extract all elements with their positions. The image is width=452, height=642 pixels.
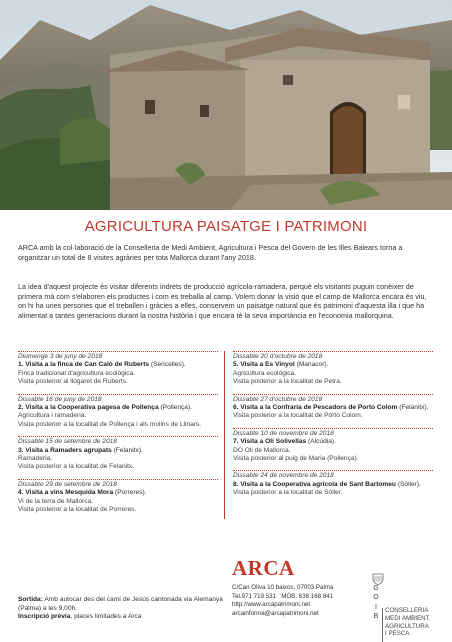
visit-name: Visita a Oli Solivellas [240, 438, 307, 446]
intro-text-1: amb la col·laboració de la Conselleria de Medi Ambient, Agricultura i Pesca del Govern de les Illes Balears torna a organitzar un total de 8 visites agràries per tota Mallorca durant l'any 2018. [18, 243, 403, 262]
visit-number: 7. [233, 438, 239, 446]
goib-line: AGRICULTURA [385, 622, 429, 630]
sortida-text: Amb autocar des del camí de Jesús cantonada via Alemanya (Palma) a les 9,00h. [18, 596, 223, 612]
visit-name: Visita a la Cooperativa agrícola de Sant Bartomeu [240, 480, 396, 488]
column-divider [224, 351, 225, 519]
goib-department [385, 607, 430, 638]
visit-name: Visita a la finca de Can Calò de Ruberts [25, 361, 150, 369]
visit-place: (Alcúdia). [308, 438, 336, 446]
contact-mob: MÒB. 638 168 841 [281, 592, 334, 600]
visit-title [18, 361, 218, 369]
visit-number: 2. [18, 404, 24, 412]
goib-letters [372, 584, 380, 622]
visit-date: Dissabte 29 de setembre de 2018 [18, 480, 117, 488]
contact-tel: Tel.971 719 531 [232, 592, 277, 600]
contact-email-link[interactable]: arcainforma@arcapatrimoni.net [232, 609, 319, 617]
visit-detail: Visita posterior a la localitat de Pollença i als molins de Llinars. [18, 420, 202, 428]
arca-inline-name: ARCA [18, 243, 38, 252]
visit-item [18, 394, 218, 430]
visit-item [233, 351, 433, 387]
visits-column-left [18, 351, 218, 522]
visit-item [233, 394, 433, 421]
visit-name: Visita a la Confraria de Pescadors de Porto Colom [240, 404, 398, 412]
farmhouse-illustration [0, 0, 452, 210]
departure-info [18, 596, 228, 622]
visit-date: Dissabte 15 de setembre de 2018 [18, 438, 117, 446]
visit-number: 5. [233, 361, 239, 369]
visit-date: Dissabte 24 de novembre de 2018 [233, 472, 334, 480]
visit-date: Diumenge 3 de juny de 2018 [18, 353, 103, 360]
visit-detail: DO Oli de Mallorca. [233, 446, 291, 454]
contact-web-link[interactable]: http://www.arcapatrimoni.net [232, 601, 311, 609]
visit-title [233, 404, 433, 412]
intro-paragraph-2: La idea d'aquest projecte és visitar diferents indrets de producció agrícola-ramadera, perquè els visitants puguin conèixer de primera mà com s'elaboren els productes i com es treballa al camp. Volem donar la visió que el camp de Mallorca encara és viu, on hi ha unes persones que el treballen i gràcies a elles, conservem un paisatge natural que és patrimoni d'aquesta illa i que ha alimentat a tantes generacions durant la nostra història i que encara té la seva importància en l'economia mallorquina. [18, 282, 427, 320]
visits-column-right [233, 351, 433, 505]
visit-title [233, 438, 433, 446]
visit-detail: Agricultura ecològica. [233, 369, 297, 377]
contact-address: C/Can Oliva 10 baixos, 07003 Palma [232, 584, 334, 591]
visit-number: 3. [18, 446, 24, 454]
visit-place: (Sóller). [397, 480, 421, 488]
farmhouse-photo [0, 0, 452, 210]
visit-item [18, 436, 218, 472]
visit-detail: Visita posterior al puig de Maria (Pollença). [233, 455, 359, 463]
visit-detail: Ramaderia. [18, 455, 53, 463]
contact-block [232, 584, 372, 618]
goib-line: MEDI AMBIENT, [385, 614, 431, 622]
visit-name: Visita a vins Mesquida Mora [25, 489, 114, 497]
visit-item [18, 479, 218, 515]
visit-detail: Visita posterior al llogaret de Ruberts. [18, 378, 128, 386]
visit-number: 6. [233, 404, 239, 412]
visit-detail: Visita posterior a la localitat de Sóller. [233, 489, 343, 497]
goib-line: CONSELLERIA [385, 607, 429, 614]
goib-letter: I [375, 603, 377, 611]
goib-line: I PESCA [385, 630, 410, 638]
visit-number: 1. [18, 361, 24, 369]
visit-item [18, 351, 218, 387]
visit-detail: Visita posterior a la localitat de Felanitx. [18, 463, 135, 471]
visit-place: (Pollença). [160, 404, 192, 412]
visit-title [18, 489, 218, 497]
inscripcio-text: , places limitades a Arca [70, 613, 142, 621]
visit-item [233, 428, 433, 464]
visit-date: Dissabte 16 de juny de 2018 [18, 395, 102, 403]
visit-title [233, 361, 433, 369]
visit-place: (Felanitx). [113, 446, 143, 454]
visit-detail: Visita posterior a la localitat de Porreres. [18, 506, 137, 514]
visit-title [18, 404, 218, 412]
sortida-label: Sortida: [18, 596, 43, 603]
visit-date: Dissabte 20 d'octubre de 2018 [233, 353, 323, 360]
visit-detail: Finca tradicional d'agricultura ecològica. [18, 369, 136, 377]
visit-name: Visita a la Cooperativa pagesa de Pollença [25, 404, 159, 412]
visit-date: Dissabte 27 d'octubre de 2018 [233, 395, 323, 403]
page-title: AGRICULTURA PAISATGE I PATRIMONI [84, 218, 368, 235]
visit-detail: Vi de la terra de Mallorca. [18, 497, 94, 505]
visit-title [18, 447, 218, 455]
inscripcio-label: Inscripció prèvia [18, 613, 71, 621]
arca-logo: ARCA [232, 556, 295, 580]
visit-item [233, 470, 433, 497]
contact-phones [232, 593, 372, 602]
goib-letter: O [373, 594, 379, 602]
visit-detail: Visita posterior a la localitat de Porto Colom. [233, 412, 363, 420]
visit-detail: Visita posterior a la localitat de Petra. [233, 378, 342, 386]
intro-paragraph-1 [18, 243, 436, 262]
goib-divider [382, 608, 383, 642]
visit-number: 4. [18, 489, 24, 497]
visit-place: (Felanitx). [399, 404, 429, 412]
visit-place: (Manacor). [296, 361, 329, 369]
visit-title [233, 481, 433, 489]
goib-letter: G [373, 585, 379, 592]
visit-name: Visita a Ramaders agrupats [25, 446, 112, 454]
visit-detail: Agricultura i ramaderia. [18, 412, 87, 420]
visit-place: (Sencelles). [150, 361, 186, 369]
visit-date: Dissabte 10 de novembre de 2018 [233, 429, 334, 437]
visit-number: 8. [233, 480, 239, 488]
visit-name: Visita a Es Vinyol [240, 361, 295, 369]
goib-letter: B [373, 613, 379, 621]
visit-place: (Porreres). [115, 489, 147, 497]
